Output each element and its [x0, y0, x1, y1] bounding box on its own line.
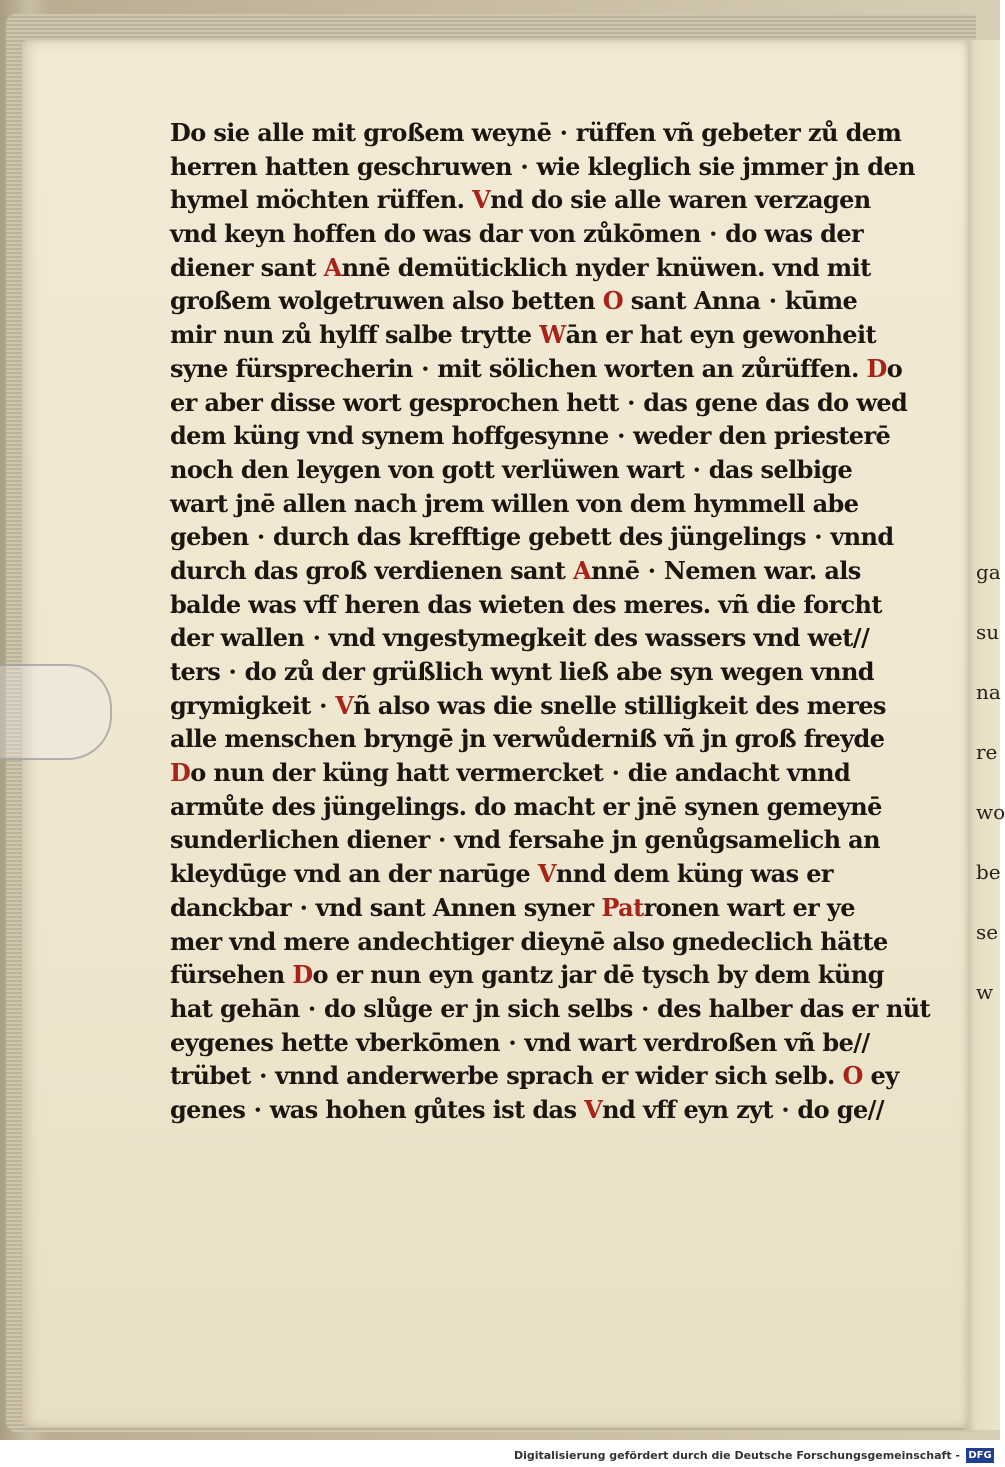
line-text: sunderlichen diener ⋅ vnd fersahe jn genůgsamelich an	[170, 825, 880, 855]
line-text: hymel möchten rüffen.	[170, 185, 473, 215]
text-line	[170, 1026, 882, 1060]
line-text: herren hatten geschruwen ⋅ wie kleglich sie jmmer jn den	[170, 151, 915, 181]
line-text: nnē ⋅ Nemen war. als	[591, 555, 861, 585]
text-line	[170, 1093, 882, 1127]
page-clip	[0, 664, 112, 760]
line-text: nnd dem küng was er	[555, 859, 833, 889]
line-text: fürsehen	[170, 960, 293, 990]
line-text: durch das groß verdienen sant	[170, 555, 574, 585]
line-text: ters ⋅ do zů der grüßlich wynt ließ abe syn wegen vnnd	[170, 657, 874, 686]
text-line	[170, 150, 915, 184]
facing-page-fragment: w	[976, 980, 994, 1004]
line-text: grymigkeit ⋅	[170, 690, 336, 720]
text-line	[170, 891, 882, 925]
rubricated-initial: D	[292, 960, 313, 990]
line-text: ñ also was die snelle stilligkeit des meres	[353, 690, 886, 720]
text-line	[170, 756, 882, 790]
line-text: sant Anna ⋅ kūme	[623, 286, 858, 316]
rubricated-initial: O	[842, 1061, 863, 1091]
line-text: trübet ⋅ vnnd anderwerbe sprach er wider sich selb.	[170, 1061, 843, 1091]
line-text: nd vff eyn zyt ⋅ do ge//	[602, 1094, 884, 1124]
text-line	[170, 588, 882, 622]
rubricated-initial: D	[170, 758, 191, 788]
line-text: armůte des jüngelings. do macht er jnē synen gemeynē	[170, 791, 882, 821]
rubricated-initial: V	[472, 185, 491, 215]
text-line	[170, 554, 882, 588]
rubricated-initial: D	[866, 353, 887, 383]
text-line	[170, 925, 888, 959]
line-text: wart jnē allen nach jrem willen von dem hymmell abe	[170, 488, 859, 518]
facing-page-fragment: na	[976, 680, 1001, 704]
facing-page-fragment: su	[976, 620, 1000, 644]
line-text: noch den leygen von gott verlüwen wart ⋅ das selbige	[170, 454, 853, 484]
rubricated-initial: V	[537, 859, 556, 889]
line-text: ān er hat eyn gewonheit	[565, 320, 876, 350]
line-text: o nun der küng hatt vermercket ⋅ die andacht vnnd	[190, 758, 851, 788]
line-text: o er nun eyn gantz jar dē tysch by dem küng	[312, 960, 884, 990]
rubricated-initial: A	[573, 555, 592, 585]
line-text: ey	[862, 1061, 899, 1091]
text-line	[170, 183, 882, 217]
text-line	[170, 284, 882, 318]
text-line	[170, 1059, 899, 1093]
text-line	[170, 251, 882, 285]
rubricated-initial: O	[602, 286, 623, 316]
rubricated-initial: V	[335, 690, 354, 720]
line-text: hat gehān ⋅ do slůge er jn sich selbs ⋅ des halber das er nüt	[170, 993, 931, 1023]
facing-page-fragment: re	[976, 740, 998, 764]
line-text: der wallen ⋅ vnd vngestymegkeit des wassers vnd wet//	[170, 623, 870, 653]
facing-page-fragment: se	[976, 920, 999, 944]
text-line	[170, 655, 882, 689]
text-line	[170, 992, 931, 1026]
text-line	[170, 453, 882, 487]
facing-page-fragment: ga	[976, 560, 1001, 584]
line-text: nd do sie alle waren verzagen	[490, 185, 871, 215]
text-line	[170, 689, 886, 723]
line-text: kleydūge vnd an der narūge	[170, 859, 538, 889]
facing-page-fragment: wo	[976, 800, 1005, 824]
funding-notice: Digitalisierung gefördert durch die Deutsche Forschungsgemeinschaft -	[513, 1449, 960, 1462]
text-line	[170, 386, 908, 420]
line-text: o	[886, 353, 903, 383]
line-text: alle menschen bryngē jn verwůderniß vñ jn groß freyde	[170, 724, 885, 754]
line-text: dem küng vnd synem hoffgesynne ⋅ weder den priesterē	[170, 421, 891, 451]
text-line	[170, 790, 882, 824]
text-line	[170, 352, 903, 386]
line-text: syne fürsprecherin ⋅ mit sölichen worten an zůrüffen.	[170, 353, 867, 383]
line-text: mir nun zů hylff salbe trytte	[170, 320, 540, 350]
line-text: genes ⋅ was hohen gůtes ist das	[170, 1094, 585, 1124]
text-line	[170, 520, 894, 554]
line-text: vnd keyn hoffen do was dar von zůkōmen ⋅ do was der	[170, 219, 864, 249]
line-text: mer vnd mere andechtiger dieynē also gnedeclich hätte	[170, 926, 888, 956]
text-line	[170, 217, 882, 251]
line-text: diener sant	[170, 252, 324, 282]
rubricated-initial: A	[323, 252, 342, 282]
rubricated-initial: W	[539, 320, 566, 350]
text-line	[170, 823, 882, 857]
facing-page-text	[968, 150, 1005, 1150]
text-line	[170, 318, 882, 352]
text-line	[170, 621, 882, 655]
facing-page-fragment: be	[976, 860, 1001, 884]
dfg-logo: DFG	[966, 1448, 994, 1463]
line-text: er aber disse wort gesprochen hett ⋅ das gene das do wed	[170, 387, 908, 417]
line-text: Do sie alle mit großem weynē ⋅ rüffen vñ gebeter zů dem	[170, 118, 902, 147]
line-text: großem wolgetruwen also betten	[170, 286, 603, 316]
line-text: danckbar ⋅ vnd sant Annen syner	[170, 892, 602, 922]
rubricated-initial: Pat	[601, 892, 644, 922]
line-text: balde was vff heren das wieten des meres. vñ die forcht	[170, 589, 882, 619]
line-text: eygenes hette vberkōmen ⋅ vnd wart verdroßen vñ be//	[170, 1027, 870, 1057]
text-line	[170, 419, 891, 453]
line-text: nnē demüticklich nyder knüwen. vnd mit	[341, 252, 871, 282]
text-line	[170, 857, 882, 891]
text-line	[170, 116, 902, 150]
line-text: ronen wart er ye	[643, 892, 855, 922]
line-text: geben ⋅ durch das krefftige gebett des jüngelings ⋅ vnnd	[170, 522, 894, 552]
text-line	[170, 722, 885, 756]
text-line	[170, 958, 882, 992]
text-block	[170, 116, 931, 1127]
rubricated-initial: V	[584, 1094, 603, 1124]
text-line	[170, 487, 882, 521]
footer-bar	[0, 1446, 1000, 1467]
